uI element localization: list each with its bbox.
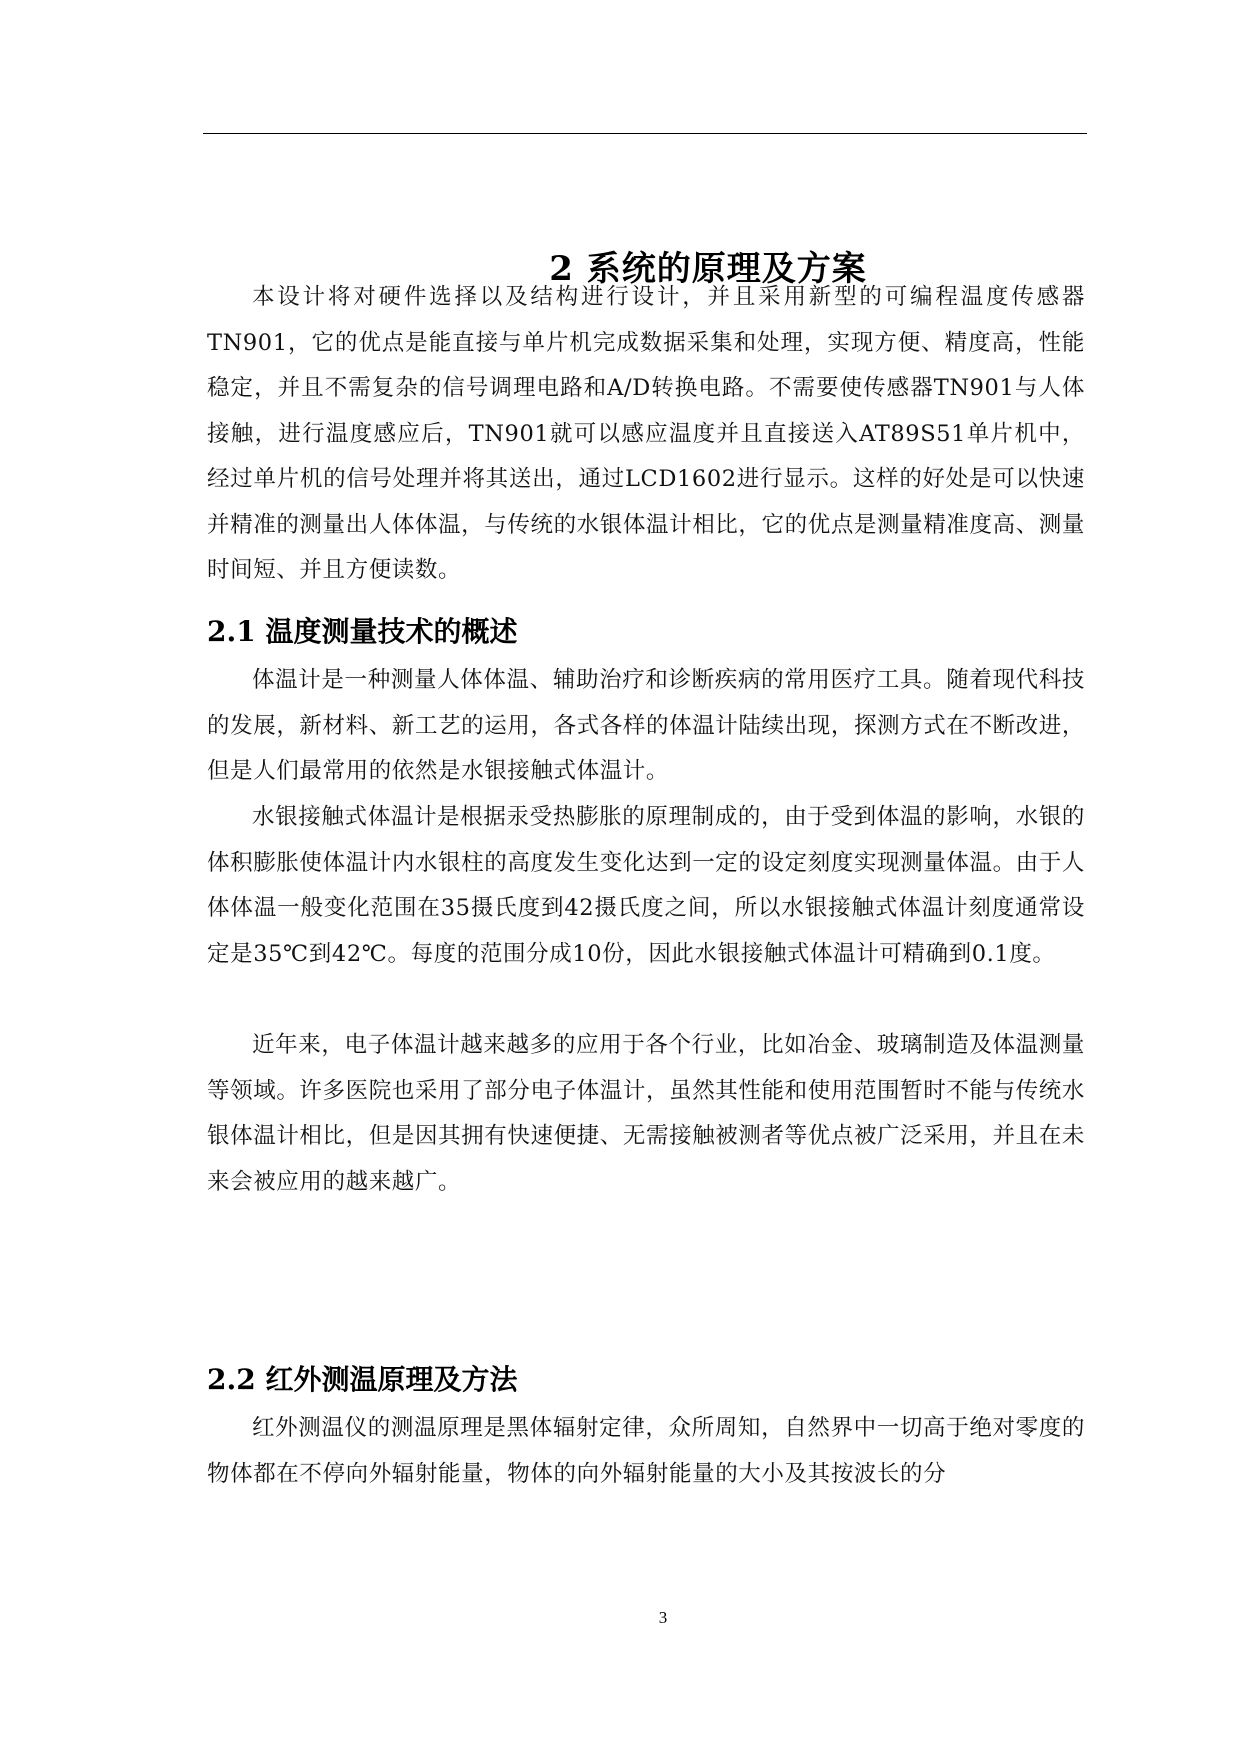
section-2-1-paragraph-1: 体温计是一种测量人体体温、辅助治疗和诊断疾病的常用医疗工具。随着现代科技的发展，新材料、新工艺的运用，各式各样的体温计陆续出现，探测方式在不断改进，但是人们最常用的依然是水银接触式体温计。 (207, 667, 1085, 784)
page-number: 3 (658, 1608, 668, 1627)
section-2-2-paragraph-1: 红外测温仪的测温原理是黑体辐射定律，众所周知，自然界中一切高于绝对零度的物体都在不停向外辐射能量，物体的向外辐射能量的大小及其按波长的分 (207, 1415, 1085, 1487)
section-2-1-paragraph-3: 近年来，电子体温计越来越多的应用于各个行业，比如冶金、玻璃制造及体温测量等领域。许多医院也采用了部分电子体温计，虽然其性能和使用范围暂时不能与传统水银体温计相比，但是因其拥有快速便捷、无需接触被测者等优点被广泛采用，并且在未来会被应用的越来越广。 (207, 1032, 1085, 1195)
section-2-2-heading: 2.2 红外测温原理及方法 (207, 1363, 518, 1396)
header-rule (203, 133, 1087, 134)
intro-paragraph: 本设计将对硬件选择以及结构进行设计，并且采用新型的可编程温度传感器TN901，它的优点是能直接与单片机完成数据采集和处理，实现方便、精度高，性能稳定，并且不需复杂的信号调理电路和A/D转换电路。不需要使传感器TN901与人体接触，进行温度感应后，TN901就可以感应温度并且直接送入AT89S51单片机中，经过单片机的信号处理并将其送出，通过LCD1602进行显示。这样的好处是可以快速并精准的测量出人体体温，与传统的水银体温计相比，它的优点是测量精准度高、测量时间短、并且方便读数。 (207, 284, 1085, 583)
section-2-1-paragraph-2: 水银接触式体温计是根据汞受热膨胀的原理制成的，由于受到体温的影响，水银的体积膨胀使体温计内水银柱的高度发生变化达到一定的设定刻度实现测量体温。由于人体体温一般变化范围在35摄氏度到42摄氏度之间，所以水银接触式体温计刻度通常设定是35℃到42℃。每度的范围分成10份，因此水银接触式体温计可精确到0.1度。 (207, 804, 1085, 967)
section-2-1-heading: 2.1 温度测量技术的概述 (207, 615, 518, 648)
chapter-title: 2 系统的原理及方案 (549, 248, 867, 289)
